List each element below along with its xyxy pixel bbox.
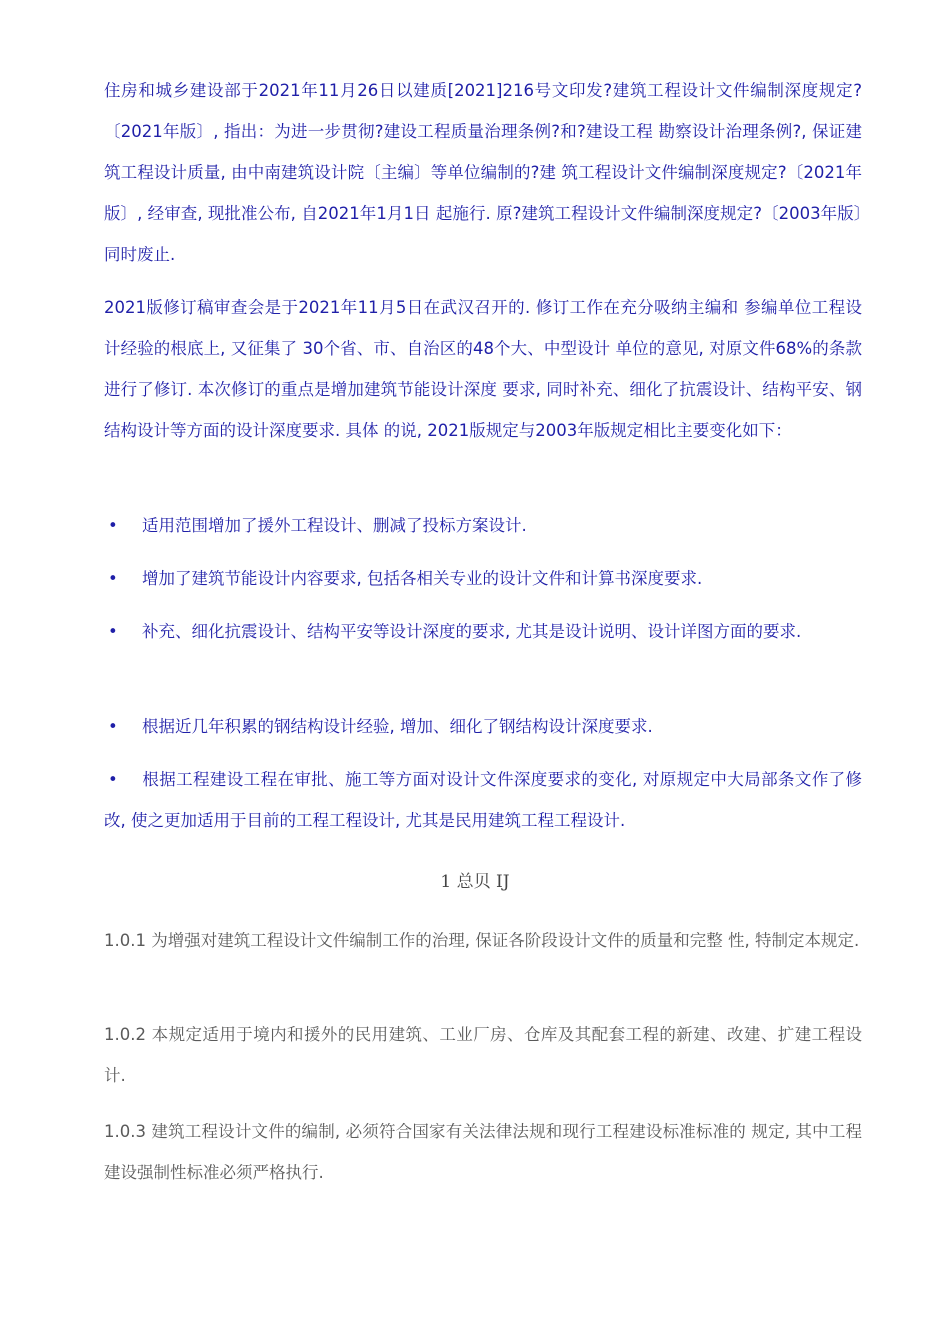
bullet-mark: •: [108, 622, 118, 641]
bullet-text: 增加了建筑节能设计内容要求, 包括各相关专业的设计文件和计算书深度要求.: [142, 569, 703, 588]
bullet-text: 根据工程建设工程在审批、施工等方面对设计文件深度要求的变化, 对原规定中大局部条文作了修改, 使之更加适用于目前的工程工程设计, 尤其是民用建筑工程工程设计.: [104, 770, 862, 830]
clause-1-0-3: 1.0.3 建筑工程设计文件的编制, 必须符合国家有关法律法规和现行工程建设标准标准的 规定, 其中工程建设强制性标准必须严格执行.: [104, 1122, 862, 1182]
clause-1-0-1: 1.0.1 为增强对建筑工程设计文件编制工作的治理, 保证各阶段设计文件的质量和完整 性, 特制定本规定.: [104, 931, 860, 950]
bullet-mark: •: [108, 770, 118, 789]
bullet-item: [104, 706, 862, 747]
bullet-mark: •: [108, 717, 118, 736]
bullet-item: [104, 611, 862, 652]
clause-1-0-2: 1.0.2 本规定适用于境内和援外的民用建筑、工业厂房、仓库及其配套工程的新建、改建、扩建工程设计.: [104, 1025, 862, 1085]
bullet-text: 适用范围增加了援外工程设计、删减了投标方案设计.: [142, 516, 527, 535]
bullet-item: [104, 558, 862, 599]
section-heading: 1 总贝 IJ: [440, 872, 510, 892]
bullet-mark: •: [108, 516, 118, 535]
bullet-text: 根据近几年积累的钢结构设计经验, 增加、细化了钢结构设计深度要求.: [142, 717, 653, 736]
bullet-item: [104, 759, 862, 841]
bullet-mark: •: [108, 569, 118, 588]
intro-paragraph-1: 住房和城乡建设部于2021年11月26日以建质[2021]216号文印发?建筑工程设计文件编制深度规定?〔2021年版〕, 指出：为进一步贯彻?建设工程质量治理条例?和?建设工程 勘察设计治理条例?, 保证建筑工程设计质量, 由中南建筑设计院〔主编〕等单位编制的?建 筑工程设计文件编制深度规定?〔2021年版〕, 经审查, 现批准公布, 自2021年1月1日 起施行. 原?建筑工程设计文件编制深度规定?〔2003年版〕同时废止.: [104, 81, 862, 264]
bullet-text: 补充、细化抗震设计、结构平安等设计深度的要求, 尤其是设计说明、设计详图方面的要求.: [142, 622, 802, 641]
intro-paragraph-2: 2021版修订稿审查会是于2021年11月5日在武汉召开的. 修订工作在充分吸纳主编和 参编单位工程设计经验的根底上, 又征集了 30个省、市、自治区的48个大、中型设计 单位的意见, 对原文件68%的条款进行了修订. 本次修订的重点是增加建筑节能设计深度 要求, 同时补充、细化了抗震设计、结构平安、钢结构设计等方面的设计深度要求. 具体 的说, 2021版规定与2003年版规定相比主要变化如下：: [104, 298, 862, 440]
bullet-item: [104, 505, 862, 546]
